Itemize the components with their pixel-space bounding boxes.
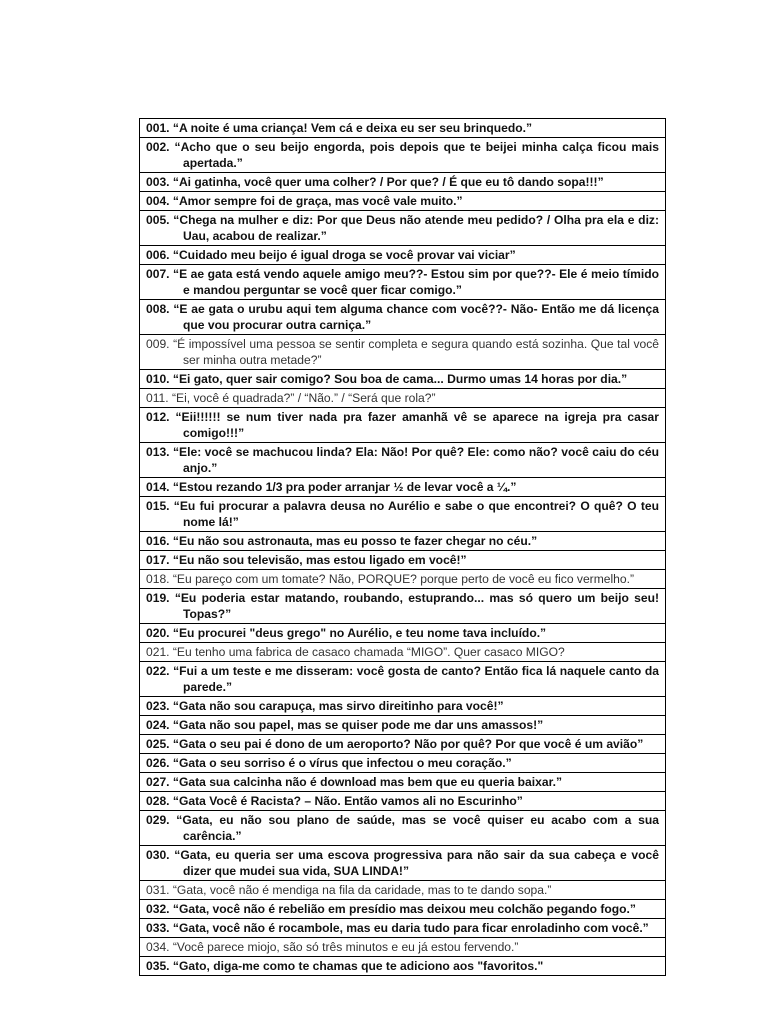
quote-text: 012. “Eii!!!!!! se num tiver nada pra fazer amanhã vê se aparece na igreja pra casar comigo!!!”: [146, 410, 659, 440]
quote-cell: [140, 811, 666, 846]
quote-text: 030. “Gata, eu queria ser uma escova progressiva para não sair da sua cabeça e você dizer que mudei sua vida, SUA LINDA!”: [146, 848, 659, 878]
quote-cell: [140, 846, 666, 881]
table-row: [140, 643, 666, 662]
quote-text: 014. “Estou rezando 1/3 pra poder arranjar ½ de levar você a ¼.”: [146, 480, 517, 494]
quote-cell: [140, 881, 666, 900]
table-row: [140, 938, 666, 957]
table-row: [140, 792, 666, 811]
table-row: [140, 138, 666, 173]
quote-cell: [140, 735, 666, 754]
quote-text: 026. “Gata o seu sorriso é o vírus que infectou o meu coração.”: [146, 756, 512, 770]
quote-cell: [140, 551, 666, 570]
quote-text: 015. “Eu fui procurar a palavra deusa no Aurélio e sabe o que encontrei? O quê? O teu nome lá!”: [146, 499, 659, 529]
quote-cell: [140, 246, 666, 265]
quote-cell: [140, 370, 666, 389]
quote-text: 031. “Gata, você não é mendiga na fila da caridade, mas to te dando sopa.”: [146, 883, 552, 897]
quotes-table-body: [140, 119, 666, 976]
quote-cell: [140, 900, 666, 919]
quote-text: 021. “Eu tenho uma fabrica de casaco chamada “MIGO”. Quer casaco MIGO?: [146, 645, 565, 659]
quote-cell: [140, 697, 666, 716]
table-row: [140, 900, 666, 919]
table-row: [140, 881, 666, 900]
quote-cell: [140, 192, 666, 211]
quote-text: 001. “A noite é uma criança! Vem cá e deixa eu ser seu brinquedo.”: [146, 121, 533, 135]
quote-cell: [140, 265, 666, 300]
quote-text: 019. “Eu poderia estar matando, roubando, estuprando... mas só quero um beijo seu! Topas?”: [146, 591, 659, 621]
quote-cell: [140, 938, 666, 957]
quote-text: 017. “Eu não sou televisão, mas estou ligado em você!”: [146, 553, 467, 567]
quote-cell: [140, 478, 666, 497]
table-row: [140, 570, 666, 589]
quote-text: 003. “Ai gatinha, você quer uma colher? / Por que? / É que eu tô dando sopa!!!”: [146, 175, 604, 189]
quote-text: 028. “Gata Você é Racista? – Não. Então vamos ali no Escurinho”: [146, 794, 523, 808]
quote-cell: [140, 300, 666, 335]
table-row: [140, 624, 666, 643]
quote-cell: [140, 389, 666, 408]
table-row: [140, 192, 666, 211]
table-row: [140, 389, 666, 408]
quote-cell: [140, 624, 666, 643]
quote-cell: [140, 138, 666, 173]
quote-cell: [140, 754, 666, 773]
quote-cell: [140, 957, 666, 976]
quote-text: 024. “Gata não sou papel, mas se quiser pode me dar uns amassos!”: [146, 718, 544, 732]
quote-text: 032. “Gata, você não é rebelião em presídio mas deixou meu colchão pegando fogo.”: [146, 902, 636, 916]
table-row: [140, 211, 666, 246]
table-row: [140, 497, 666, 532]
table-row: [140, 300, 666, 335]
table-row: [140, 408, 666, 443]
quote-cell: [140, 532, 666, 551]
quote-cell: [140, 570, 666, 589]
quote-text: 005. “Chega na mulher e diz: Por que Deus não atende meu pedido? / Olha pra ela e diz: Uau, acabou de realizar.”: [146, 213, 659, 243]
quote-cell: [140, 211, 666, 246]
table-row: [140, 735, 666, 754]
quote-cell: [140, 792, 666, 811]
quote-cell: [140, 119, 666, 138]
quote-text: 029. “Gata, eu não sou plano de saúde, mas se você quiser eu acabo com a sua carência.”: [146, 813, 659, 843]
table-row: [140, 662, 666, 697]
table-row: [140, 478, 666, 497]
quote-cell: [140, 716, 666, 735]
quote-text: 035. “Gato, diga-me como te chamas que te adiciono aos "favoritos.": [146, 959, 544, 973]
table-row: [140, 754, 666, 773]
quote-text: 033. “Gata, você não é rocambole, mas eu daria tudo para ficar enroladinho com você.”: [146, 921, 649, 935]
table-row: [140, 697, 666, 716]
table-row: [140, 919, 666, 938]
table-row: [140, 532, 666, 551]
table-row: [140, 716, 666, 735]
quote-cell: [140, 773, 666, 792]
quote-cell: [140, 919, 666, 938]
quote-cell: [140, 497, 666, 532]
quote-cell: [140, 173, 666, 192]
table-row: [140, 265, 666, 300]
quote-text: 018. “Eu pareço com um tomate? Não, PORQUE? porque perto de você eu fico vermelho.”: [146, 572, 635, 586]
quote-cell: [140, 443, 666, 478]
quotes-table: [139, 118, 666, 976]
quote-text: 009. “É impossível uma pessoa se sentir completa e segura quando está sozinha. Que tal você ser minha outra metade?”: [146, 337, 659, 367]
quote-cell: [140, 662, 666, 697]
quote-text: 023. “Gata não sou carapuça, mas sirvo direitinho para você!”: [146, 699, 504, 713]
quote-text: 025. “Gata o seu pai é dono de um aeroporto? Não por quê? Por que você é um avião”: [146, 737, 644, 751]
table-row: [140, 811, 666, 846]
quote-cell: [140, 335, 666, 370]
table-row: [140, 589, 666, 624]
table-row: [140, 119, 666, 138]
quote-text: 034. “Você parece miojo, são só três minutos e eu já estou fervendo.”: [146, 940, 519, 954]
table-row: [140, 335, 666, 370]
table-row: [140, 846, 666, 881]
table-row: [140, 551, 666, 570]
quote-cell: [140, 589, 666, 624]
quote-text: 010. “Ei gato, quer sair comigo? Sou boa de cama... Durmo umas 14 horas por dia.”: [146, 372, 628, 386]
table-row: [140, 246, 666, 265]
quote-text: 008. “E ae gata o urubu aqui tem alguma chance com você??- Não- Então me dá licença que vou procurar outra carniça.”: [146, 302, 659, 332]
quote-text: 002. “Acho que o seu beijo engorda, pois depois que te beijei minha calça ficou mais apertada.”: [146, 140, 659, 170]
quote-text: 022. “Fui a um teste e me disseram: você gosta de canto? Então fica lá naquele canto da parede.”: [146, 664, 659, 694]
quote-text: 013. “Ele: você se machucou linda? Ela: Não! Por quê? Ele: como não? você caiu do céu anjo.”: [146, 445, 659, 475]
table-row: [140, 773, 666, 792]
table-row: [140, 957, 666, 976]
quote-cell: [140, 408, 666, 443]
quote-text: 020. “Eu procurei "deus grego" no Aurélio, e teu nome tava incluído.”: [146, 626, 547, 640]
quote-text: 027. “Gata sua calcinha não é download mas bem que eu queria baixar.”: [146, 775, 563, 789]
quote-text: 006. “Cuidado meu beijo é igual droga se você provar vai viciar”: [146, 248, 516, 262]
table-row: [140, 173, 666, 192]
quote-cell: [140, 643, 666, 662]
quote-text: 004. “Amor sempre foi de graça, mas você vale muito.”: [146, 194, 463, 208]
quote-text: 016. “Eu não sou astronauta, mas eu posso te fazer chegar no céu.”: [146, 534, 538, 548]
quote-text: 011. “Ei, você é quadrada?” / “Não.” / “Será que rola?”: [146, 391, 436, 405]
table-row: [140, 443, 666, 478]
table-row: [140, 370, 666, 389]
quote-text: 007. “E ae gata está vendo aquele amigo meu??- Estou sim por que??- Ele é meio tímido e mandou perguntar se você quer ficar comigo.”: [146, 267, 659, 297]
